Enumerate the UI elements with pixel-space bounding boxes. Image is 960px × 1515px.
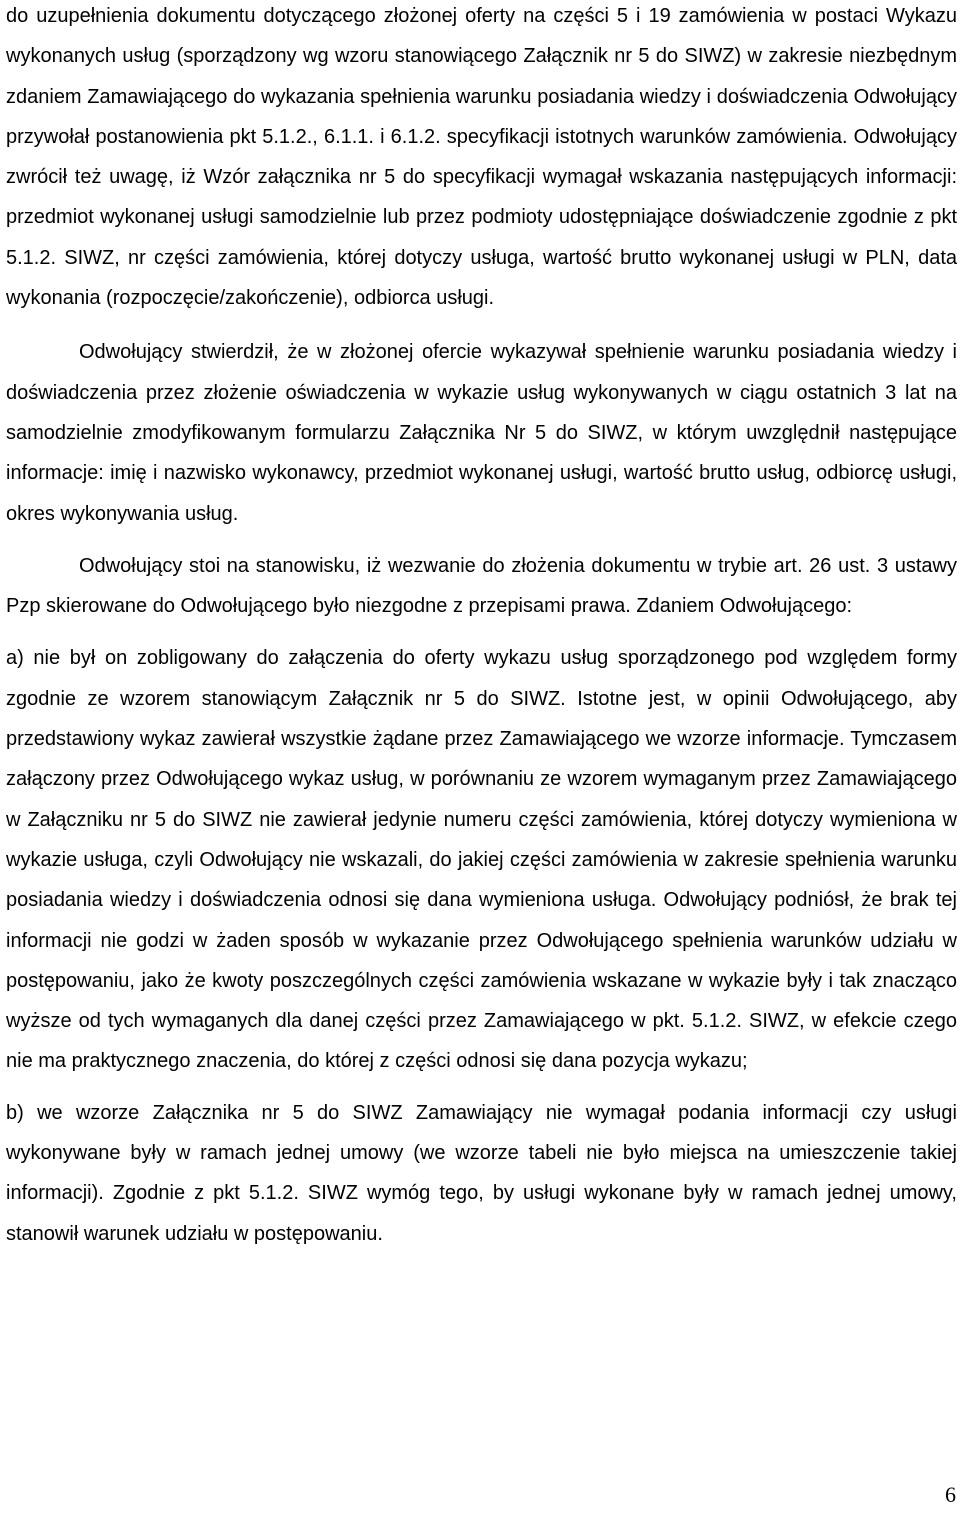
paragraph-4: a) nie był on zobligowany do załączenia do oferty wykazu usług sporządzonego pod względem formy zgodnie ze wzorem stanowiącym Załącznik nr 5 do SIWZ. Istotne jest, w opinii Odwołującego, aby przedstawiony wykaz zawierał wszystkie żądane przez Zamawiającego we wzorze informacje. Tymczasem załączony przez Odwołującego wykaz usług, w porównaniu ze wzorem wymaganym przez Zamawiającego w Załączniku nr 5 do SIWZ nie zawierał jedynie numeru części zamówienia, której dotyczy wymieniona w wykazie usługa, czyli Odwołujący nie wskazali, do jakiej części zamówienia w zakresie spełnienia warunku posiadania wiedzy i doświadczenia odnosi się dana wymieniona usługa. Odwołujący podniósł, że brak tej informacji nie godzi w żaden sposób w wykazanie przez Odwołującego spełnienia warunków udziału w postępowaniu, jako że kwoty poszczególnych części zamówienia wskazane w wykazie były i tak znacząco wyższe od tych wymaganych dla danej części przez Zamawiającego w pkt. 5.1.2. SIWZ, w efekcie czego nie ma praktycznego znaczenia, do której z części odnosi się dana pozycja wykazu;: [6, 647, 957, 1073]
body-text: [6, 0, 957, 1254]
paragraph-5: b) we wzorze Załącznika nr 5 do SIWZ Zamawiający nie wymagał podania informacji czy usługi wykonywane były w ramach jednej umowy (we wzorze tabeli nie było miejsca na umieszczenie takiej informacji). Zgodnie z pkt 5.1.2. SIWZ wymóg tego, by usługi wykonane były w ramach jednej umowy, stanowił warunek udziału w postępowaniu.: [6, 1101, 957, 1245]
page-number: 6: [945, 1482, 956, 1507]
paragraph-1: do uzupełnienia dokumentu dotyczącego złożonej oferty na części 5 i 19 zamówienia w postaci Wykazu wykonanych usług (sporządzony wg wzoru stanowiącego Załącznik nr 5 do SIWZ) w zakresie niezbędnym zdaniem Zamawiającego do wykazania spełnienia warunku posiadania wiedzy i doświadczenia Odwołujący przywołał postanowienia pkt 5.1.2., 6.1.1. i 6.1.2. specyfikacji istotnych warunków zamówienia. Odwołujący zwrócił też uwagę, iż Wzór załącznika nr 5 do specyfikacji wymagał wskazania następujących informacji: przedmiot wykonanej usługi samodzielnie lub przez podmioty udostępniające doświadczenie zgodnie z pkt 5.1.2. SIWZ, nr części zamówienia, której dotyczy usługa, wartość brutto wykonanej usługi w PLN, data wykonania (rozpoczęcie/zakończenie), odbiorca usługi.: [6, 5, 957, 310]
paragraph-3: Odwołujący stoi na stanowisku, iż wezwanie do złożenia dokumentu w trybie art. 26 ust. 3 ustawy Pzp skierowane do Odwołującego było niezgodne z przepisami prawa. Zdaniem Odwołującego:: [6, 554, 957, 618]
paragraph-2: Odwołujący stwierdził, że w złożonej ofercie wykazywał spełnienie warunku posiadania wiedzy i doświadczenia przez złożenie oświadczenia w wykazie usług wykonywanych w ciągu ostatnich 3 lat na samodzielnie zmodyfikowanym formularzu Załącznika Nr 5 do SIWZ, w którym uwzględnił następujące informacje: imię i nazwisko wykonawcy, przedmiot wykonanej usługi, wartość brutto usług, odbiorcę usługi, okres wykonywania usług.: [6, 341, 957, 525]
